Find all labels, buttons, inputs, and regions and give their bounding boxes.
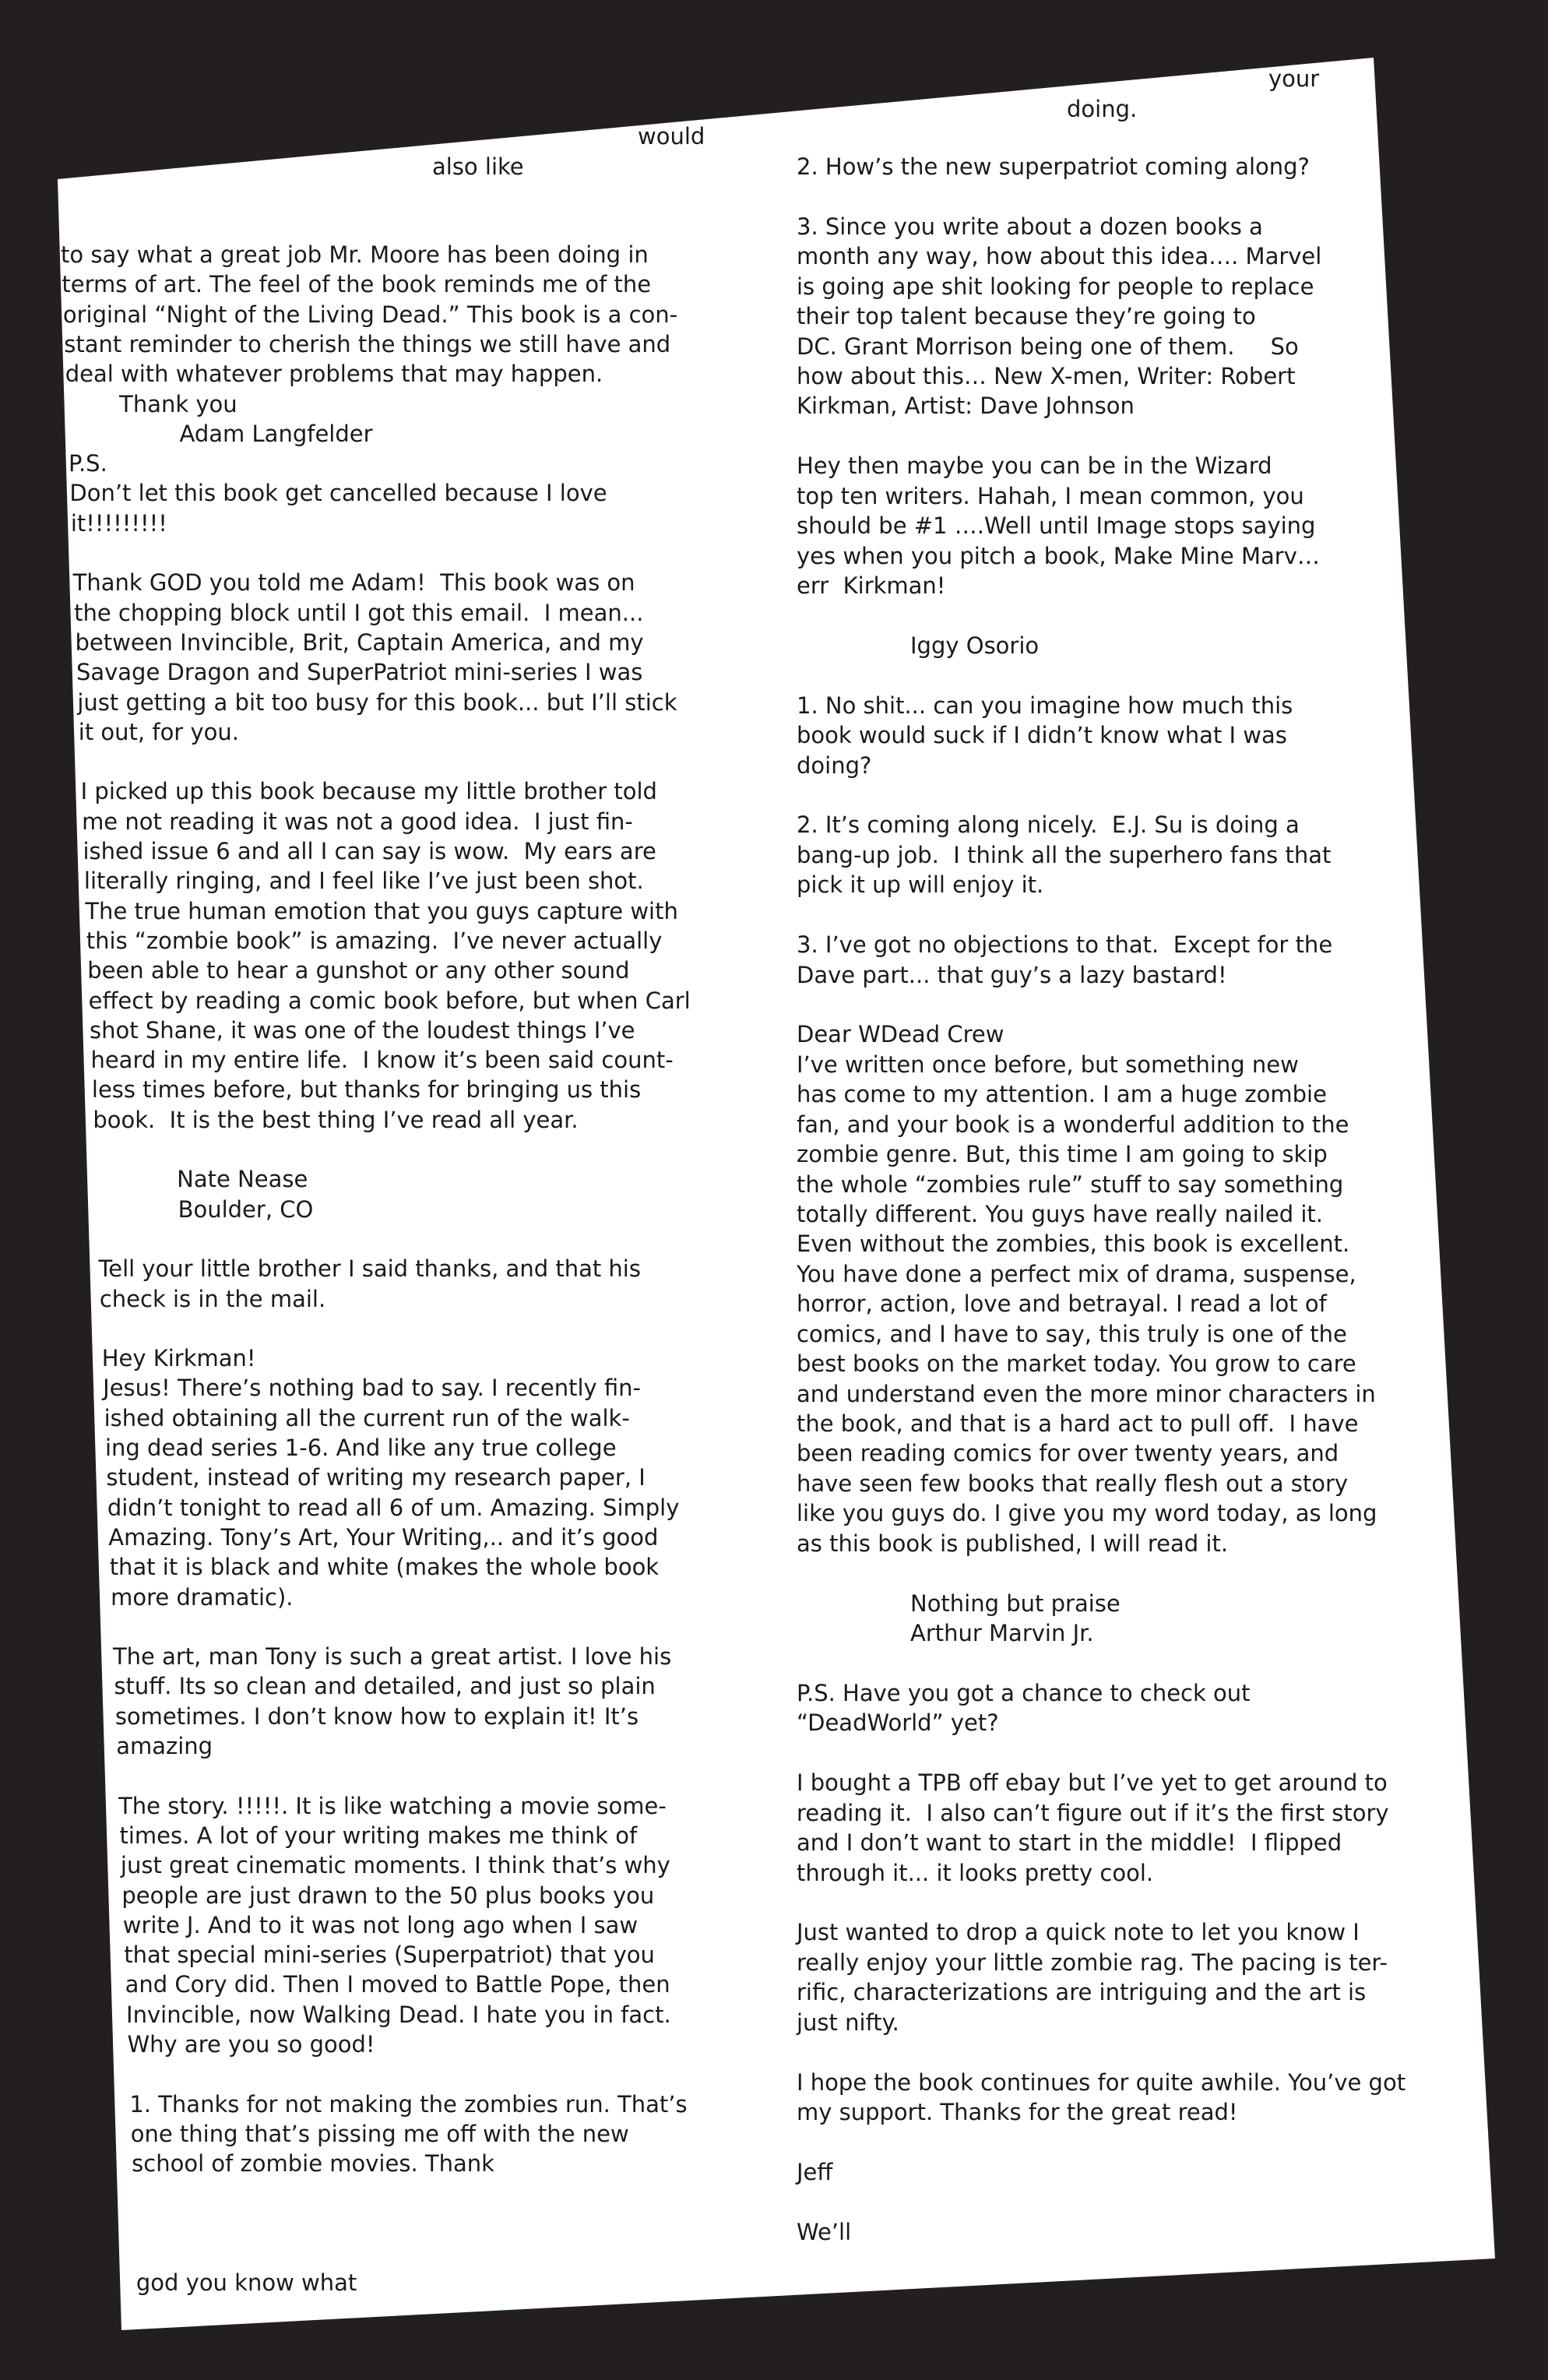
- text-line: book. It is the best thing I’ve read all year.: [93, 1106, 579, 1133]
- text-line: check is in the mail.: [99, 1285, 326, 1312]
- text-line: I bought a TPB off ebay but I’ve yet to get around to: [797, 1769, 1388, 1797]
- text-line: didn’t tonight to read all 6 of um. Amazing. Simply: [107, 1494, 680, 1521]
- text-line: it!!!!!!!!!: [70, 509, 167, 537]
- text-line: Savage Dragon and SuperPatriot mini-series I was: [76, 659, 643, 686]
- text-line: bang-up job. I think all the superhero fans that: [797, 841, 1332, 868]
- text-line: Boulder, CO: [178, 1195, 314, 1223]
- text-line: that special mini-series (Superpatriot) that you: [124, 1942, 655, 1969]
- text-line: it out, for you.: [78, 718, 239, 745]
- text-line: and I don’t want to start in the middle! I flipped: [797, 1829, 1342, 1857]
- text-line: between Invincible, Brit, Captain America, and my: [75, 628, 644, 656]
- text-line: stant reminder to cherish the things we still have and: [64, 330, 671, 357]
- text-line: Thank you: [119, 390, 237, 417]
- text-line: fan, and your book is a wonderful addition to the: [797, 1111, 1349, 1138]
- text-line: through it... it looks pretty cool.: [797, 1859, 1154, 1886]
- text-line: terms of art. The feel of the book reminds me of the: [62, 271, 652, 298]
- text-line: Why are you so good!: [127, 2031, 375, 2058]
- text-line: more dramatic).: [111, 1583, 294, 1611]
- text-line: P.S.: [68, 450, 107, 477]
- text-line: doing?: [797, 752, 872, 779]
- text-line: ished issue 6 and all I can say is wow. My ears are: [83, 838, 656, 864]
- text-line: The true human emotion that you guys capture with: [85, 897, 678, 924]
- text-line: rific, characterizations are intriguing and the art is: [797, 1979, 1367, 2006]
- text-line: Thank GOD you told me Adam! This book was on: [72, 569, 635, 597]
- text-line: Kirkman, Artist: Dave Johnson: [797, 393, 1135, 420]
- text-line: Jeff: [797, 2158, 833, 2185]
- text-line: Dave part... that guy’s a lazy bastard!: [797, 961, 1227, 988]
- text-line: Adam Langfelder: [179, 420, 373, 447]
- text-line: Jesus! There’s nothing bad to say. I recently fin-: [103, 1375, 641, 1402]
- text-line: sometimes. I don’t know how to explain it! It’s: [114, 1702, 639, 1730]
- text-line: The art, man Tony is such a great artist. I love his: [112, 1643, 672, 1671]
- text-line: just getting a bit too busy for this book... but I’ll stick: [77, 688, 677, 716]
- text-line: that it is black and white (makes the whole book: [109, 1554, 660, 1581]
- text-line: been reading comics for over twenty years, and: [797, 1440, 1339, 1467]
- text-line: We’ll: [797, 2218, 852, 2245]
- text-line: this “zombie book” is amazing. I’ve never actually: [86, 927, 663, 954]
- fragment-would: would: [638, 123, 705, 150]
- text-line: been able to hear a gunshot or any other sound: [87, 957, 630, 984]
- text-line: like you guys do. I give you my word today, as long: [797, 1500, 1377, 1527]
- text-line: ished obtaining all the current run of the walk-: [104, 1404, 630, 1431]
- text-line: Arthur Marvin Jr.: [910, 1620, 1094, 1647]
- text-line: top ten writers. Hahah, I mean common, you: [797, 482, 1304, 509]
- text-line: me not reading it was not a good idea. I just fin-: [82, 808, 633, 835]
- text-line: write J. And to it was not long ago when I saw: [122, 1911, 639, 1938]
- text-line: 3. Since you write about a dozen books a: [797, 213, 1263, 240]
- text-line: effect by reading a comic book before, but when Carl: [88, 987, 691, 1014]
- text-line: DC. Grant Morrison being one of them. So: [797, 333, 1299, 360]
- text-line: Iggy Osorio: [910, 632, 1040, 659]
- text-line: literally ringing, and I feel like I’ve just been shot.: [83, 868, 644, 895]
- text-line: the whole “zombies rule” stuff to say something: [797, 1171, 1344, 1198]
- text-line: and Cory did. Then I moved to Battle Pope, then: [125, 1971, 670, 1998]
- text-line: You have done a perfect mix of drama, suspense,: [797, 1260, 1356, 1287]
- text-line: just nifty.: [797, 2009, 899, 2036]
- text-line: comics, and I have to say, this truly is one of the: [797, 1320, 1347, 1347]
- text-line: err Kirkman!: [797, 572, 946, 600]
- text-line: reading it. I also can’t figure out if it’s the first story: [797, 1799, 1389, 1826]
- text-line: to say what a great job Mr. Moore has been doing in: [61, 241, 649, 268]
- text-line: horror, action, love and betrayal. I read a lot of: [797, 1290, 1327, 1318]
- text-line: has come to my attention. I am a huge zombie: [797, 1081, 1327, 1108]
- text-line: is going ape shit looking for people to replace: [797, 273, 1314, 300]
- text-line: the chopping block until I got this email. I mean...: [74, 599, 644, 626]
- text-line: just great cinematic moments. I think that’s why: [120, 1852, 670, 1879]
- text-line: school of zombie movies. Thank: [132, 2150, 494, 2178]
- text-line: original “Night of the Living Dead.” This book is a con-: [62, 301, 678, 328]
- text-line: ing dead series 1-6. And like any true college: [104, 1435, 617, 1461]
- text-line: 2. It’s coming along nicely. E.J. Su is doing a: [797, 812, 1300, 839]
- text-line: stuff. Its so clean and detailed, and just so plain: [114, 1673, 656, 1700]
- text-line: 3. I’ve got no objections to that. Except for the: [797, 931, 1333, 959]
- text-line: 2. How’s the new superpatriot coming along?: [797, 153, 1310, 180]
- text-line: my support. Thanks for the great read!: [797, 2098, 1238, 2125]
- fragment-also-like: also like: [432, 153, 524, 180]
- text-line: amazing: [116, 1733, 213, 1759]
- text-line: I hope the book continues for quite awhile. You’ve got: [797, 2068, 1406, 2096]
- text-line: one thing that’s pissing me off with the new: [130, 2120, 629, 2147]
- text-line: heard in my entire life. I know it’s been said count-: [90, 1047, 674, 1074]
- text-line: should be #1 ….Well until Image stops saying: [797, 512, 1316, 540]
- text-line: less times before, but thanks for bringing us this: [91, 1076, 642, 1104]
- text-line: god you know what: [135, 2269, 357, 2297]
- text-line: Just wanted to drop a quick note to let you know I: [797, 1919, 1360, 1946]
- text-line: Nothing but praise: [910, 1590, 1121, 1617]
- text-line: deal with whatever problems that may happen.: [65, 361, 603, 388]
- text-line: their top talent because they’re going to: [797, 303, 1256, 330]
- text-line: Hey Kirkman!: [101, 1345, 256, 1372]
- text-line: as this book is published, I will read it.: [797, 1530, 1229, 1557]
- text-line: Amazing. Tony’s Art, Your Writing,.. and it’s good: [108, 1523, 659, 1551]
- text-line: times. A lot of your writing makes me think of: [119, 1822, 638, 1849]
- text-line: Invincible, now Walking Dead. I hate you in fact.: [126, 2001, 671, 2028]
- text-line: 1. Thanks for not making the zombies run. That’s: [129, 2090, 688, 2118]
- text-line: book would suck if I didn’t know what I was: [797, 722, 1287, 749]
- text-line: best books on the market today. You grow to care: [797, 1350, 1356, 1378]
- text-line: Hey then maybe you can be in the Wizard: [797, 452, 1272, 480]
- text-line: zombie genre. But, this time I am going to skip: [797, 1141, 1328, 1168]
- text-line: totally different. You guys have really nailed it.: [797, 1201, 1323, 1228]
- text-line: how about this… New X-men, Writer: Robert: [797, 363, 1296, 389]
- text-line: Tell your little brother I said thanks, and that his: [98, 1255, 641, 1283]
- text-line: 1. No shit... can you imagine how much this: [797, 692, 1293, 719]
- text-line: really enjoy your little zombie rag. The pacing is ter-: [797, 1949, 1388, 1976]
- text-line: have seen few books that really flesh out a story: [797, 1470, 1349, 1497]
- text-line: shot Shane, it was one of the loudest things I’ve: [90, 1016, 635, 1044]
- text-line: Dear WDead Crew: [797, 1021, 1004, 1048]
- text-line: Don’t let this book get cancelled because I love: [69, 480, 607, 507]
- text-line: month any way, how about this idea…. Marvel: [797, 243, 1322, 270]
- text-line: and understand even the more minor characters in: [797, 1380, 1376, 1407]
- text-line: “DeadWorld” yet?: [797, 1709, 999, 1737]
- text-line: The story. !!!!!. It is like watching a movie some-: [118, 1792, 667, 1819]
- text-line: yes when you pitch a book, Make Mine Marv…: [797, 542, 1320, 569]
- text-line: people are just drawn to the 50 plus books you: [121, 1882, 655, 1909]
- text-line: student, instead of writing my research paper, I: [106, 1464, 646, 1491]
- fragment-your: your: [1268, 65, 1320, 92]
- fragment-doing: doing.: [1067, 96, 1138, 122]
- text-line: the book, and that is a hard act to pull off. I have: [797, 1410, 1359, 1438]
- text-line: I picked up this book because my little brother told: [80, 778, 657, 805]
- text-line: I’ve written once before, but something new: [797, 1051, 1299, 1078]
- text-line: P.S. Have you got a chance to check out: [797, 1679, 1251, 1706]
- text-line: pick it up will enjoy it.: [797, 871, 1044, 899]
- text-line: Even without the zombies, this book is excellent.: [797, 1230, 1350, 1258]
- text-line: Nate Nease: [177, 1166, 308, 1193]
